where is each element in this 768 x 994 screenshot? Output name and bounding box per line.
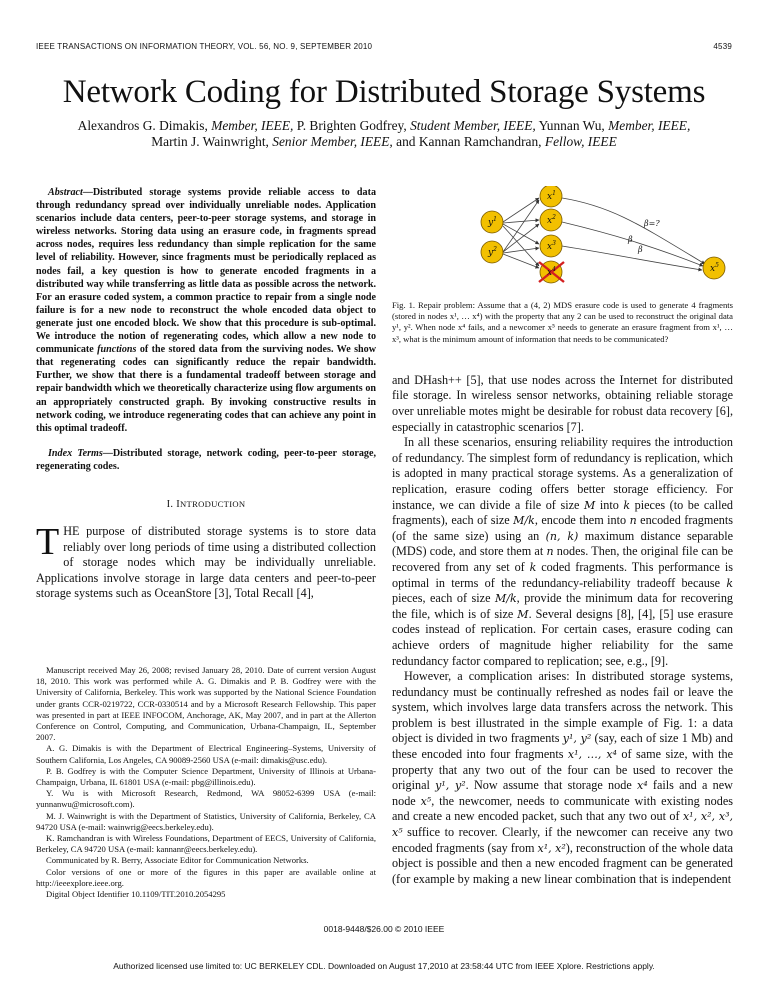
label-x2: $x^2$: [547, 214, 556, 226]
encoding-edges: [503, 198, 539, 268]
abstract-text: of the stored data from the surviving nodes. We show that regenerating codes can significantly reduce the repair bandwidth. Further, we show that there is a fundamental tradeoff between storage and repair bandwidth which we theoretically characterize using flow arguments on an appropriately constructed graph. By invoking constructive results in network coding, we introduce regenerating codes that can achieve any point in this optimal tradeoff.: [36, 344, 376, 434]
section-title-initial: I: [176, 498, 181, 510]
right-column: [392, 186, 733, 887]
paper-title: Network Coding for Distributed Storage Systems: [62, 74, 706, 110]
author-name: Yunnan Wu,: [538, 118, 605, 133]
footnote: Color versions of one or more of the figures in this paper are available online at http://ieeexplore.ieee.org.: [36, 866, 376, 888]
footnote: Communicated by R. Berry, Associate Editor for Communication Networks.: [46, 855, 309, 866]
section-numeral: I.: [166, 498, 174, 510]
index-terms-text: —Distributed storage, network coding, peer-to-peer storage, regenerating codes.: [36, 447, 376, 472]
body-paragraph: and DHash++ [5], that use nodes across the Internet for distributed file storage. In wireless sensor networks, obtaining reliable storage over unreliable motes might be desirable for robust data recovery [6], especially in catastrophic scenarios [7].: [392, 372, 733, 434]
author-name: Martin J. Wainwright,: [151, 134, 269, 149]
license-notice: Authorized licensed use limited to: UC BERKELEY CDL. Downloaded on August 17,2010 at 23:58:44 UTC from IEEE Xplore. Restrictions apply.: [113, 961, 655, 971]
body-text: [392, 373, 733, 888]
intro-text: HE purpose of distributed storage systems is to store data reliably over long periods of time using a distributed collection of storage nodes which may be individually unreliable. Applications involve storage in large data centers and peer-to-peer storage systems such as OceanStore [3], Total Recall [4],: [36, 523, 376, 601]
abstract: [36, 186, 376, 435]
footnotes: [36, 665, 376, 900]
intro-paragraph: [36, 520, 376, 602]
body-paragraph: However, a complication arises: In distributed storage systems, redundancy must be continually refreshed as nodes fail or leave the system, which involves large data transfers across the network. This problem is best illustrated in the simple example of Fig. 1: a data object is divided in two fragments y¹, y² (say, each of size 1 Mb) and these encoded into four fragments x¹, …, x⁴ of same size, with the property that any two out of the four can be used to recover the original y¹, y². Now assume that storage node x⁴ fails and a new node x⁵, the newcomer, needs to communicate with existing nodes and create a new encoded packet, such that any two out of x¹, x², x³, x⁵ suffice to recover. Clearly, if the newcomer can receive any two encoded fragments (say from x¹, x²), reconstruction of the whole data object is possible and then a new encoded fragment can be generated (for example by making a new linear combination that is independent: [392, 669, 733, 886]
author-affiliation: Member, IEEE,: [608, 118, 691, 133]
running-head: [36, 42, 732, 54]
label-x4: $x^4$: [547, 266, 556, 278]
author-name: Alexandros G. Dimakis,: [77, 118, 208, 133]
figure-1: [392, 186, 733, 292]
label-x5: $x^5$: [710, 262, 719, 274]
footnote: Y. Wu is with Microsoft Research, Redmond, WA 98052-6399 USA (e-mail: yunnanwu@microsoft.com).: [36, 788, 376, 810]
body-paragraph: In all these scenarios, ensuring reliability requires the introduction of redundancy. The simplest form of redundancy is replication, which is adopted in many practical storage systems. As a generalization of replication, erasure coding offers better storage efficiency. For instance, we can divide a file of size M into k pieces (to be called fragments), each of size M/k, encode them into n encoded fragments (of the same size) using an (n, k) maximum distance separable (MDS) code, and store them at n nodes. Then, the original file can be recovered from any set of k coded fragments. This performance is optimal in terms of the redundancy-reliability tradeoff because k pieces, each of size M/k, provide the minimum data for recovering the file, which is of size M. Several designs [8], [4], [5] use erasure codes instead of replication. For certain cases, erasure coding can achieve orders of magnitude higher reliability for the same redundancy factor compared to replication; see, e.g., [9].: [392, 435, 734, 668]
left-column: [36, 186, 376, 602]
footnote: M. J. Wainwright is with the Department of Statistics, University of California, Berkeley, CA 94720 USA (e-mail: wainwrig@eecs.berkeley.edu).: [36, 810, 376, 832]
footnote: Manuscript received May 26, 2008; revised January 28, 2010. Date of current version August 18, 2010. This work was performed while A. G. Dimakis and P. B. Godfrey were with the University of California, Berkeley. This work was supported by the National Science Foundation under grants CCR-0219722, CCR-0330514 and by a Microsoft Research Fellowship. This paper was presented in part at IEEE INFOCOM, Anchorage, AK, May 2007, and in part at the Allerton Conference on Control, Computing, and Communication, Urbana-Champaign, IL, September 2007.: [36, 665, 376, 743]
beta-label: β: [638, 245, 643, 254]
repair-diagram: [392, 186, 733, 292]
index-terms-lead: Index Terms: [48, 447, 103, 459]
drop-cap: T: [36, 520, 60, 563]
author-name: P. Brighten Godfrey,: [296, 118, 407, 133]
author-affiliation: Member, IEEE,: [211, 118, 294, 133]
footnote: Digital Object Identifier 10.1109/TIT.2010.2054295: [46, 889, 226, 900]
label-x1: $x^1$: [547, 190, 556, 202]
label-y2: $y^2$: [488, 246, 497, 258]
beta-label: β=?: [644, 219, 660, 228]
index-terms: [36, 447, 376, 473]
label-y1: $y^1$: [488, 216, 497, 228]
section-heading: [36, 499, 376, 510]
author-conjunction: and: [396, 134, 416, 149]
footnote: K. Ramchandran is with Wireless Foundations, Department of EECS, University of California, Berkeley, CA 94720 USA (e-mail: kannanr@eecs.berkeley.edu).: [36, 833, 376, 855]
author-affiliation: Student Member, IEEE,: [410, 118, 536, 133]
footnote: P. B. Godfrey is with the Computer Science Department, University of Illinois at Urbana-Champaign, Urbana, IL 61801 USA (e-mail: pbg@illinois.edu).: [36, 765, 376, 788]
author-affiliation: Fellow, IEEE: [544, 134, 617, 149]
author-list: [40, 118, 728, 150]
journal-header: IEEE TRANSACTIONS ON INFORMATION THEORY, VOL. 56, NO. 9, SEPTEMBER 2010: [36, 42, 373, 51]
section-title-rest: NTRODUCTION: [180, 498, 246, 509]
abstract-emphasis: functions: [97, 344, 137, 356]
figure-caption: Fig. 1. Repair problem: Assume that a (4, 2) MDS erasure code is used to generate 4 fragments (stored in nodes x¹, … x⁴) with the property that any 2 can be used to reconstruct the original data y¹, y². When node x⁴ fails, and a newcomer x⁵ needs to generate an erasure fragment from x¹, … x³, what is the minimum amount of information that needs to be communicated?: [392, 300, 733, 344]
abstract-lead: Abstract: [48, 187, 83, 198]
repair-edges: [562, 198, 705, 270]
footnote: A. G. Dimakis is with the Department of Electrical Engineering–Systems, University of Southern California, Los Angeles, CA 90089-2560 USA (e-mail: dimakis@usc.edu).: [36, 743, 376, 765]
abstract-text: —Distributed storage systems provide reliable access to data through redundancy spread over individually unreliable nodes. Application scenarios include data centers, peer-to-peer storage systems, and storage in wireless networks. Storing data using an erasure code, in fragments spread across nodes, requires less redundancy than simple replication for the same level of reliability. However, since fragments must be periodically replaced as nodes fail, a key question is how to generate encoded fragments in a distributed way while transferring as little data as possible across the network. For an erasure coded system, a common practice to repair from a single node failure is for a new node to reconstruct the whole encoded data object to generate just one encoded block. We show that this procedure is sub-optimal. We introduce the notion of regenerating codes, which allow a new node to communicate: [36, 187, 376, 356]
beta-label: β: [628, 235, 633, 244]
author-affiliation: Senior Member, IEEE,: [272, 134, 393, 149]
copyright-line: 0018-9448/$26.00 © 2010 IEEE: [323, 924, 445, 934]
page-number: 4539: [713, 42, 732, 51]
label-x3: $x^3$: [547, 240, 556, 252]
author-name: Kannan Ramchandran,: [418, 134, 542, 149]
